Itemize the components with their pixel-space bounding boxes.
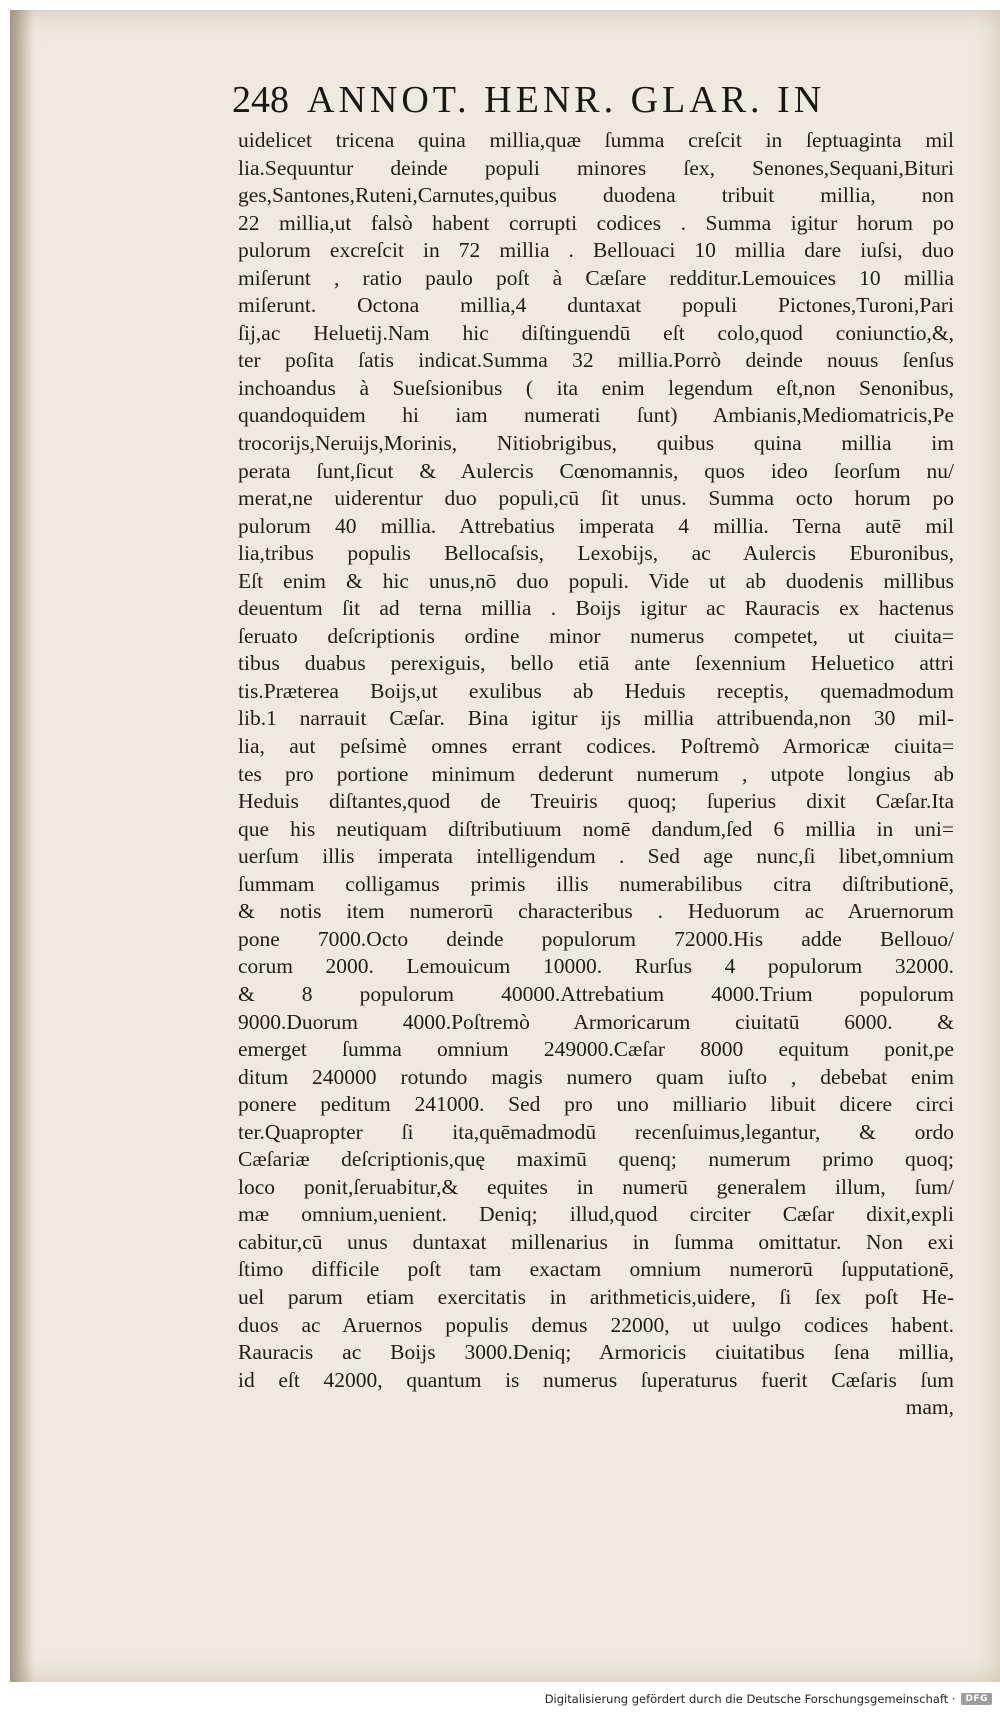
text-line: corum 2000. Lemouicum 10000. Rurſus 4 populorum 32000. (238, 954, 954, 979)
digitization-credit (545, 1690, 992, 1708)
text-line: miſerunt. Octona millia,4 duntaxat populi Pictones,Turoni,Pari (238, 293, 954, 318)
text-line: ſtimo difficile poſt tam exactam omnium numerorū ſupputationē, (238, 1257, 954, 1282)
text-line: & 8 populorum 40000.Attrebatium 4000.Trium populorum (238, 981, 954, 1006)
text-line: Eſt enim & hic unus,nō duo populi. Vide ut ab duodenis millibus (238, 568, 954, 593)
text-line: lia.Sequuntur deinde populi minores ſex, Senones,Sequani,Bituri (238, 155, 954, 180)
text-line: mæ omnium,uenient. Deniq; illud,quod circiter Cæſar dixit,expli (238, 1202, 954, 1227)
text-line: trocorijs,Neruijs,Morinis, Nitiobrigibus, quibus quina millia im (238, 431, 954, 456)
body-text (238, 127, 954, 1422)
text-line: ter poſita ſatis indicat.Summa 32 millia.Porrò deinde nouus ſenſus (238, 348, 954, 373)
text-line: lia,tribus populis Bellocaſsis, Lexobijs, ac Aulercis Eburonibus, (238, 541, 954, 566)
text-line: 9000.Duorum 4000.Poſtremò Armoricarum ciuitatū 6000. & (238, 1009, 954, 1034)
text-line: lia, aut peſsimè omnes errant codices. Poſtremò Armoricæ ciuita= (238, 734, 954, 759)
page-gutter-shadow (10, 10, 34, 1682)
text-line: ſeruato deſcriptionis ordine minor numerus competet, ut ciuita= (238, 623, 954, 648)
text-line: inchoandus à Sueſsionibus ( ita enim legendum eſt,non Senonibus, (238, 375, 954, 400)
text-line: emerget ſumma omnium 249000.Cæſar 8000 equitum ponit,pe (238, 1037, 954, 1062)
text-line: tis.Præterea Boijs,ut exulibus ab Heduis receptis, quemadmodum (238, 678, 954, 703)
text-line: ter.Quapropter ſi ita,quēmadmodū recenſuimus,legantur, & ordo (238, 1119, 954, 1144)
running-header (232, 78, 972, 122)
text-line: lib.1 narrauit Cæſar. Bina igitur ijs millia attribuenda,non 30 mil- (238, 706, 954, 731)
dfg-logo-icon: DFG (961, 1693, 992, 1705)
text-line: ditum 240000 rotundo magis numero quam iuſto , debebat enim (238, 1064, 954, 1089)
text-line: loco ponit,ſeruabitur,& equites in numerū generalem illum, ſum/ (238, 1174, 954, 1199)
text-line: uerſum illis imperata intelligendum . Sed age nunc,ſi libet,omnium (238, 844, 954, 869)
text-line: tibus duabus perexiguis, bello etiā ante ſexennium Heluetico attri (238, 651, 954, 676)
text-line: uel parum etiam exercitatis in arithmeticis,uidere, ſi ſex poſt He- (238, 1284, 954, 1309)
text-line: que his neutiquam diſtributiuum nomē dandum,ſed 6 millia in uni= (238, 816, 954, 841)
text-line: ſij,ac Heluetij.Nam hic diſtinguendū eſt colo,quod coniunctio,&, (238, 320, 954, 345)
text-line: duos ac Aruernos populis demus 22000, ut uulgo codices habent. (238, 1312, 954, 1337)
text-line: uidelicet tricena quina millia,quæ ſumma creſcit in ſeptuaginta mil (238, 128, 954, 152)
text-line: deuentum ſit ad terna millia . Boijs igitur ac Rauracis ex hactenus (238, 596, 954, 621)
text-line: cabitur,cū unus duntaxat millenarius in ſumma omittatur. Non exi (238, 1229, 954, 1254)
page-number: 248 (232, 79, 289, 121)
text-line: ponere peditum 241000. Sed pro uno milliario libuit dicere circi (238, 1092, 954, 1117)
text-line: quandoquidem hi iam numerati ſunt) Ambianis,Mediomatricis,Pe (238, 403, 954, 428)
text-line: pulorum excreſcit in 72 millia . Bellouaci 10 millia dare iuſsi, duo (238, 238, 954, 263)
catchword: mam, (905, 1395, 954, 1420)
text-line: id eſt 42000, quantum is numerus ſuperaturus fuerit Cæſaris ſum (238, 1367, 954, 1392)
text-line: & notis item numerorū characteribus . Heduorum ac Aruernorum (238, 899, 954, 924)
text-line: Rauracis ac Boijs 3000.Deniq; Armoricis ciuitatibus ſena millia, (238, 1340, 954, 1365)
running-title: ANNOT. HENR. GLAR. IN (307, 79, 826, 121)
text-line: 22 millia,ut falsò habent corrupti codices . Summa igitur horum po (238, 210, 954, 235)
text-line: pulorum 40 millia. Attrebatius imperata 4 millia. Terna autē mil (238, 513, 954, 538)
text-line: miſerunt , ratio paulo poſt à Cæſare redditur.Lemouices 10 millia (238, 265, 954, 290)
credit-text: Digitalisierung gefördert durch die Deutsche Forschungsgemeinschaft · (544, 1692, 956, 1706)
text-line: perata ſunt,ſicut & Aulercis Cœnomannis, quos ideo ſeorſum nu/ (238, 458, 954, 483)
text-line: tes pro portione minimum dederunt numerum , utpote longius ab (238, 761, 954, 786)
text-line: Cæſariæ deſcriptionis,quę maximū quenq; numerum primo quoq; (238, 1147, 954, 1172)
text-line: Heduis diſtantes,quod de Treuiris quoq; ſuperius dixit Cæſar.Ita (238, 789, 954, 814)
text-line: ſummam colligamus primis illis numerabilibus citra diſtributionē, (238, 871, 954, 896)
text-line: pone 7000.Octo deinde populorum 72000.His adde Bellouo/ (238, 926, 954, 951)
text-line: merat,ne uiderentur duo populi,cū ſit unus. Summa octo horum po (238, 486, 954, 511)
text-line: ges,Santones,Ruteni,Carnutes,quibus duodena tribuit millia, non (238, 183, 954, 208)
